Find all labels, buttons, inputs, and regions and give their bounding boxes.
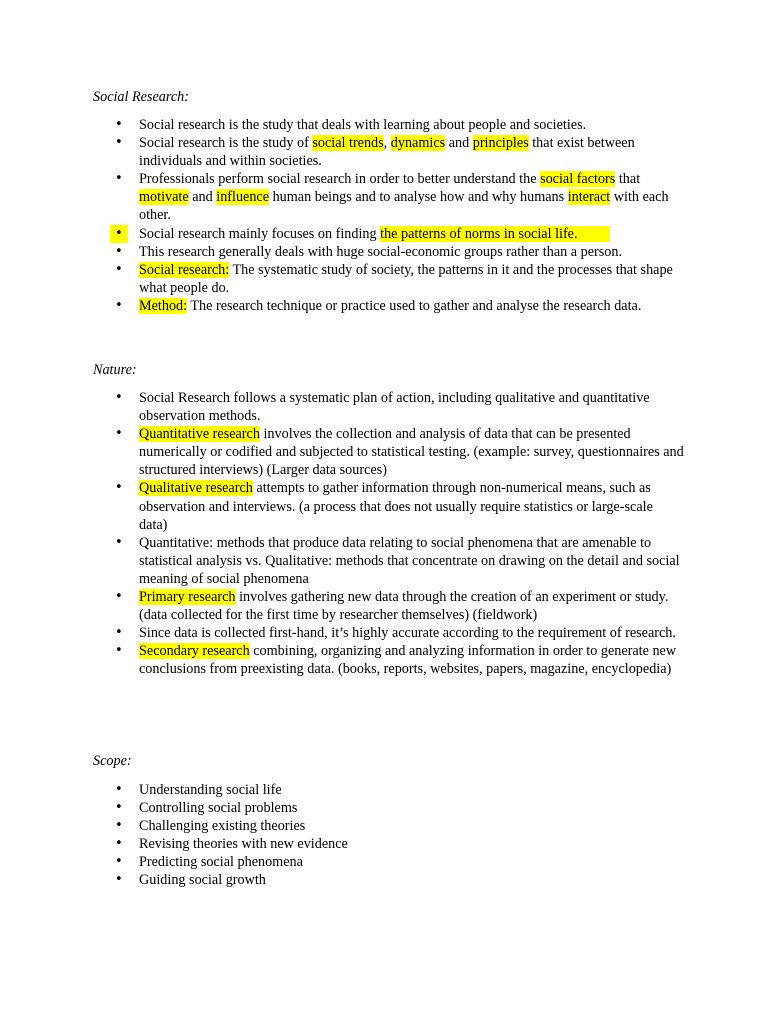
item-text: and [188, 189, 217, 206]
item-text: with each other. [139, 189, 669, 224]
item-text: involves the collection and analysis of data that can be presented numerically or codified and subjected to statistical testing. (example: survey, questionnaires and structured interviews) (Larger data sources) [139, 426, 684, 479]
highlighted-text: Method: [139, 297, 188, 314]
list-item [139, 479, 684, 533]
section-heading-nature: Nature: [93, 362, 137, 378]
highlighted-text: the patterns of norms in social life. [380, 226, 609, 242]
item-text: human beings and to analyse how and why humans [269, 189, 568, 206]
highlighted-text: Social research: [139, 261, 230, 278]
list-item [139, 835, 684, 853]
list-item [139, 425, 684, 479]
list-item [139, 243, 684, 261]
item-text: attempts to gather information through non-numerical means, such as observation and interviews. (a process that does not usually require statistics or large-scale data) [139, 480, 653, 533]
list-item [139, 853, 684, 871]
item-text: Professionals perform social research in order to better understand the [139, 171, 541, 188]
item-text: Since data is collected first-hand, it’s highly accurate according to the requirement of research. [139, 625, 676, 642]
list-item [139, 225, 684, 243]
list-item [139, 799, 684, 817]
item-text: Social research mainly focuses on finding [139, 225, 381, 242]
scope-list [139, 781, 684, 890]
highlighted-text: social factors [540, 171, 616, 188]
highlighted-text: Quantitative research [139, 426, 260, 443]
item-text: Predicting social phenomena [139, 854, 303, 871]
list-item [139, 297, 684, 315]
list-item [139, 624, 684, 642]
item-text: Revising theories with new evidence [139, 836, 348, 853]
item-text: The research technique or practice used to gather and analyse the research data. [187, 297, 642, 314]
list-item [139, 134, 684, 170]
item-text: Understanding social life [139, 782, 282, 798]
social-research-list [139, 116, 684, 315]
highlighted-text: principles [472, 135, 529, 152]
highlighted-text: motivate [139, 189, 189, 206]
highlighted-text: Primary research [139, 589, 236, 606]
item-text: that [615, 171, 641, 188]
list-item [139, 389, 684, 425]
item-text: The systematic study of society, the patterns in it and the processes that shape what people do. [139, 261, 673, 296]
highlighted-text: interact [567, 189, 611, 206]
list-item [139, 588, 684, 624]
item-text: Guiding social growth [139, 872, 266, 889]
list-item [139, 261, 684, 297]
highlighted-text: dynamics [390, 135, 446, 152]
list-item [139, 642, 684, 678]
list-item [139, 116, 684, 134]
item-text: Quantitative: methods that produce data relating to social phenomena that are amenable to statistical analysis vs. Qualitative: methods that concentrate on drawing on the detail and social meaning of social phenomena [139, 534, 680, 587]
highlighted-text: Qualitative research [139, 480, 253, 497]
item-text: Challenging existing theories [139, 818, 306, 835]
list-item [139, 871, 684, 889]
item-text: involves gathering new data through the creation of an experiment or study. (data collected for the first time by researcher themselves) (fieldwork) [139, 589, 669, 624]
nature-list [139, 389, 684, 679]
item-text: and [445, 135, 473, 152]
section-heading-social-research: Social Research: [93, 89, 189, 105]
highlighted-text: Secondary research [139, 643, 250, 660]
highlighted-text: influence [216, 189, 270, 206]
item-text: Controlling social problems [139, 800, 298, 817]
highlighted-text: social trends [312, 135, 384, 152]
item-text: that exist between individuals and within societies. [139, 135, 635, 170]
item-text: Social Research follows a systematic plan of action, including qualitative and quantitative observation methods. [139, 390, 650, 425]
item-text: combining, organizing and analyzing information in order to generate new conclusions from preexisting data. (books, reports, websites, papers, magazine, encyclopedia) [139, 643, 677, 678]
list-item [139, 534, 684, 588]
section-heading-scope: Scope: [93, 753, 132, 769]
item-text: , [383, 135, 391, 152]
list-item [139, 781, 684, 799]
list-item [139, 170, 684, 224]
item-text: This research generally deals with huge social-economic groups rather than a person. [139, 243, 622, 260]
item-text: Social research is the study of [139, 135, 313, 152]
list-item [139, 817, 684, 835]
item-text: Social research is the study that deals with learning about people and societies. [139, 117, 587, 133]
